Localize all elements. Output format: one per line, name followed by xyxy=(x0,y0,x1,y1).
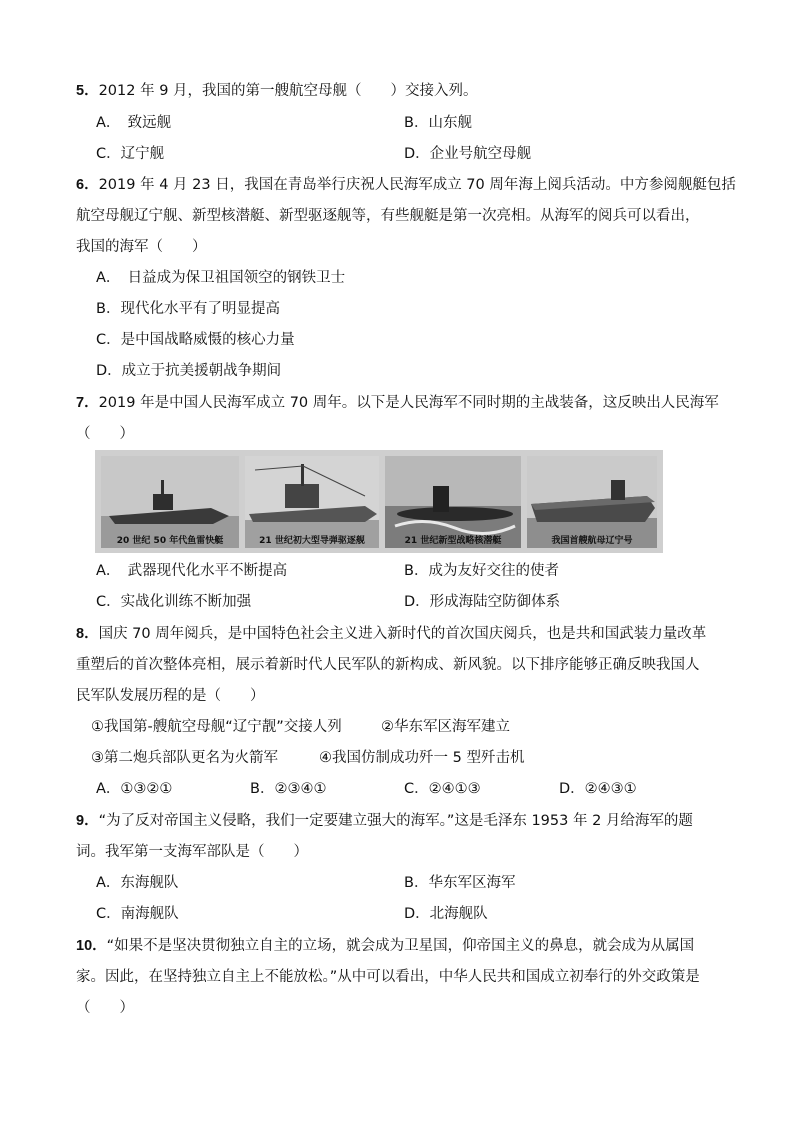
question-10-stem-line-3: （ ） xyxy=(76,1000,134,1016)
q9-option-b[interactable]: B．华东军区海军 xyxy=(404,875,516,891)
question-7-stem-line-2: （ ） xyxy=(76,426,134,442)
q9-option-c[interactable]: C．南海舰队 xyxy=(96,906,179,922)
q8-item-4: ④我国仿制成功歼一 5 型歼击机 xyxy=(319,750,525,766)
q7-option-a[interactable]: A． 武器现代化水平不断提高 xyxy=(96,563,288,579)
q6-option-c[interactable]: C．是中国战略威慑的核心力量 xyxy=(96,332,295,348)
q5-option-b[interactable]: B．山东舰 xyxy=(404,115,472,131)
question-8-stem-line-1 xyxy=(76,624,706,644)
caption-aircraft-carrier: 我国首艘航母辽宁号 xyxy=(551,536,633,546)
submarine-photo xyxy=(385,456,521,548)
stem-line: 国庆 70 周年阅兵，是中国特色社会主义进入新时代的首次国庆阅兵，也是共和国武装力量改革 xyxy=(98,626,707,642)
question-10-stem-line-2: 家。因此，在坚持独立自主上不能放松。”从中可以看出，中华人民共和国成立初奉行的外交政策是 xyxy=(76,969,700,985)
q6-option-a[interactable]: A． 日益成为保卫祖国领空的钢铁卫士 xyxy=(96,270,346,286)
q8-item-3: ③第二炮兵部队更名为火箭军 xyxy=(91,750,278,766)
q6-option-d[interactable]: D．成立于抗美援朝战争期间 xyxy=(96,363,282,379)
stem-line: 2019 年 4 月 23 日，我国在青岛举行庆祝人民海军成立 70 周年海上阅兵活动。中方参阅舰艇包括 xyxy=(98,177,736,193)
caption-torpedo-boat: 20 世纪 50 年代鱼雷快艇 xyxy=(116,536,224,546)
q9-option-d[interactable]: D．北海舰队 xyxy=(404,906,488,922)
caption-destroyer: 21 世纪初大型导弹驱逐舰 xyxy=(259,536,365,546)
aircraft-carrier-photo xyxy=(527,456,657,548)
torpedo-boat-photo xyxy=(101,456,239,548)
question-8-stem-line-3: 民军队发展历程的是（ ） xyxy=(76,688,265,704)
question-6-stem-line-2: 航空母舰辽宁舰、新型核潜艇、新型驱逐舰等，有些舰艇是第一次亮相。从海军的阅兵可以看出， xyxy=(76,208,700,224)
question-number: 7． xyxy=(76,395,99,411)
question-number: 8． xyxy=(76,626,99,642)
caption-submarine: 21 世纪新型战略核潜艇 xyxy=(404,536,502,546)
q7-option-b[interactable]: B．成为友好交往的使者 xyxy=(404,563,559,579)
question-number: 6． xyxy=(76,177,99,193)
q7-option-d[interactable]: D．形成海陆空防御体系 xyxy=(404,594,561,610)
q5-option-c[interactable]: C．辽宁舰 xyxy=(96,146,165,162)
question-8-stem-line-2: 重塑后的首次整体亮相，展示着新时代人民军队的新构成、新风貌。以下排序能够正确反映我国人 xyxy=(76,657,700,673)
question-number: 5． xyxy=(76,83,99,99)
stem-line: “为了反对帝国主义侵略，我们一定要建立强大的海军。”这是毛泽东 1953 年 2 月给海军的题 xyxy=(98,813,693,829)
question-6-stem-line-1 xyxy=(76,175,736,195)
question-6-stem-line-3: 我国的海军（ ） xyxy=(76,239,207,255)
q8-item-1: ①我国第-艘航空母舰“辽宁靓”交接人列 xyxy=(91,719,342,735)
stem-line: “如果不是坚决贯彻独立自主的立场，就会成为卫星国，仰帝国主义的鼻息，就会成为从属国 xyxy=(106,938,695,954)
stem-line: 2019 年是中国人民海军成立 70 周年。以下是人民海军不同时期的主战装备，这反映出人民海军 xyxy=(98,395,719,411)
stem-line: 2012 年 9 月，我国的第一艘航空母舰（ ）交接入列。 xyxy=(98,83,478,99)
question-9-stem-line-2: 词。我军第一支海军部队是（ ） xyxy=(76,844,308,860)
question-9-stem-line-1 xyxy=(76,811,693,831)
q8-option-b[interactable]: B．②③④① xyxy=(250,781,327,797)
navy-equipment-photo-strip xyxy=(95,450,663,553)
question-5-stem xyxy=(76,81,478,101)
question-number: 10． xyxy=(76,938,107,954)
question-7-stem-line-1 xyxy=(76,393,719,413)
q8-option-d[interactable]: D．②④③① xyxy=(559,781,637,797)
q7-option-c[interactable]: C．实战化训练不断加强 xyxy=(96,594,252,610)
q5-option-d[interactable]: D．企业号航空母舰 xyxy=(404,146,532,162)
question-number: 9． xyxy=(76,813,99,829)
question-10-stem-line-1 xyxy=(76,936,694,956)
q9-option-a[interactable]: A．东海舰队 xyxy=(96,875,179,891)
q8-item-2: ②华东军区海军建立 xyxy=(381,719,510,735)
destroyer-photo xyxy=(245,456,379,548)
q6-option-b[interactable]: B．现代化水平有了明显提高 xyxy=(96,301,280,317)
q5-option-a[interactable]: A． 致远舰 xyxy=(96,115,172,131)
q8-option-c[interactable]: C．②④①③ xyxy=(404,781,481,797)
q8-option-a[interactable]: A．①③②① xyxy=(96,781,173,797)
